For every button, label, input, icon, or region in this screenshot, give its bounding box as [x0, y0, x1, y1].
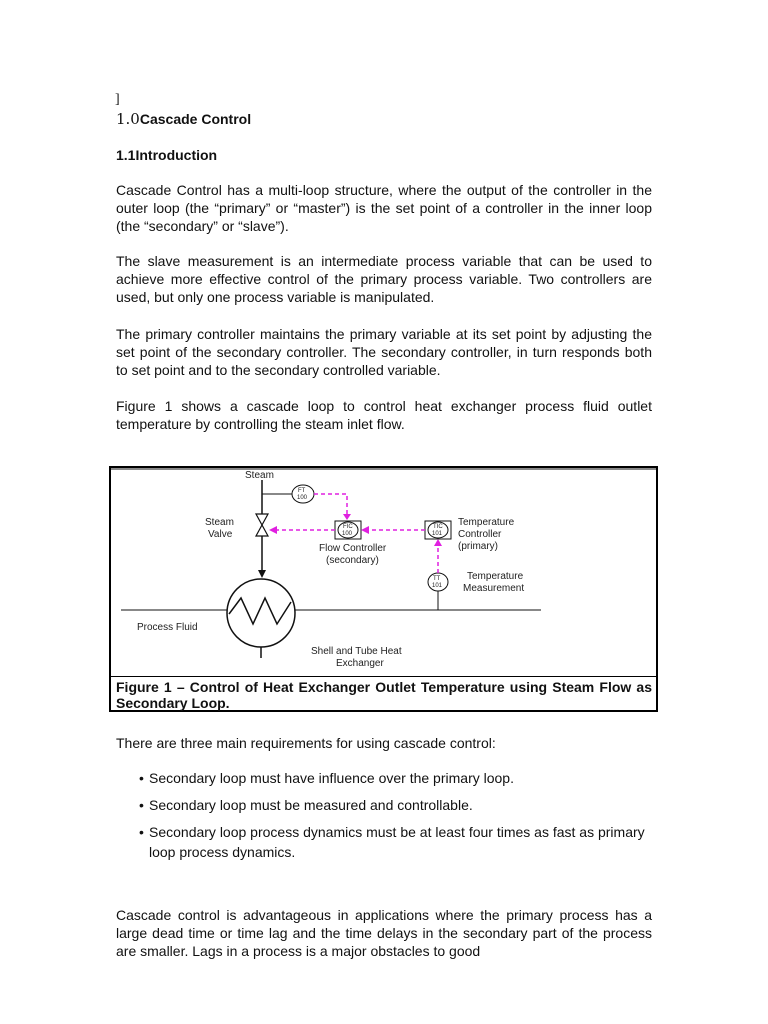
bullet-icon: •: [139, 770, 144, 786]
requirements-list: [136, 768, 656, 862]
steam-label: Steam: [245, 470, 274, 481]
bullet-icon: •: [139, 797, 144, 813]
tt-signal-arrow-icon: [434, 539, 442, 546]
ft-signal-arrow-icon: [343, 514, 351, 520]
section-number: 1.0: [116, 110, 140, 128]
tic-num: 101: [432, 531, 443, 537]
tic-tag: TIC: [433, 524, 443, 530]
bullet-icon: •: [139, 824, 144, 840]
paragraph-primary-controller: The primary controller maintains the primary variable at its set point by adjusting the set point of the secondary controller. The secondary controller, in turn responds both to set point and to the secondary controlled variable.: [116, 326, 652, 378]
exchanger-label-2: Exchanger: [336, 658, 384, 669]
subsection-heading: 1.1Introduction: [116, 147, 218, 163]
section-title: Cascade Control: [139, 111, 252, 127]
fic-output-arrow-icon: [269, 526, 277, 534]
steam-valve-label-1: Steam: [205, 517, 234, 528]
flow-controller-label-2: (secondary): [326, 555, 379, 566]
cascade-diagram: [111, 468, 656, 676]
temp-measure-label-1: Temperature: [467, 571, 524, 582]
ft-num: 100: [297, 495, 308, 501]
steam-valve-label-2: Valve: [208, 529, 233, 540]
temp-controller-label-1: Temperature: [458, 517, 515, 528]
paragraph-intro: Cascade Control has a multi-loop structure, where the output of the controller in the outer loop (the “primary” or “master”) is the set point of a controller in the inner loop (the “secondary” or “slave”).: [116, 182, 652, 234]
list-item-text: Secondary loop must be measured and controllable.: [149, 797, 473, 813]
tt-tag: TT: [433, 576, 441, 582]
temp-measure-label-2: Measurement: [463, 583, 525, 594]
list-item-text: Secondary loop process dynamics must be at least four times as fast as primary loop process dynamics.: [149, 824, 645, 860]
valve-top-icon: [256, 514, 268, 525]
figure-caption: Figure 1 – Control of Heat Exchanger Outlet Temperature using Steam Flow as Secondary Loop.: [116, 679, 652, 711]
temp-controller-label-2: Controller: [458, 529, 502, 540]
tt-num: 101: [432, 583, 443, 589]
caption-divider: [111, 676, 656, 677]
flow-controller-label-1: Flow Controller: [319, 543, 387, 554]
steam-arrow-icon: [258, 570, 266, 578]
list-item: [136, 822, 656, 862]
ft-signal-line: [314, 494, 347, 516]
paragraph-slave-measurement: The slave measurement is an intermediate process variable that can be used to achieve more effective control of the primary process variable. Two controllers are used, but only one process variable is manipulated.: [116, 253, 652, 305]
list-item-text: Secondary loop must have influence over the primary loop.: [149, 770, 514, 786]
requirements-intro: There are three main requirements for using cascade control:: [116, 735, 496, 751]
paragraph-closing: Cascade control is advantageous in applications where the primary process has a large dead time or time lag and the time delays in the secondary part of the process are smaller. Lags in a process is a major obstacles to good: [116, 907, 652, 959]
tic-output-arrow-icon: [361, 526, 369, 534]
stray-bracket: ]: [115, 92, 120, 107]
fic-tag: FIC: [343, 524, 353, 530]
list-item: [136, 768, 656, 788]
paragraph-figure-reference: Figure 1 shows a cascade loop to control heat exchanger process fluid outlet temperature by controlling the steam inlet flow.: [116, 398, 652, 432]
process-fluid-label: Process Fluid: [137, 622, 198, 633]
list-item: [136, 795, 656, 815]
figure-1: [109, 466, 658, 712]
temp-controller-label-3: (primary): [458, 541, 498, 552]
valve-bottom-icon: [256, 525, 268, 536]
section-heading: [116, 110, 251, 128]
exchanger-label-1: Shell and Tube Heat: [311, 646, 402, 657]
ft-tag: FT: [298, 488, 306, 494]
fic-num: 100: [342, 531, 353, 537]
